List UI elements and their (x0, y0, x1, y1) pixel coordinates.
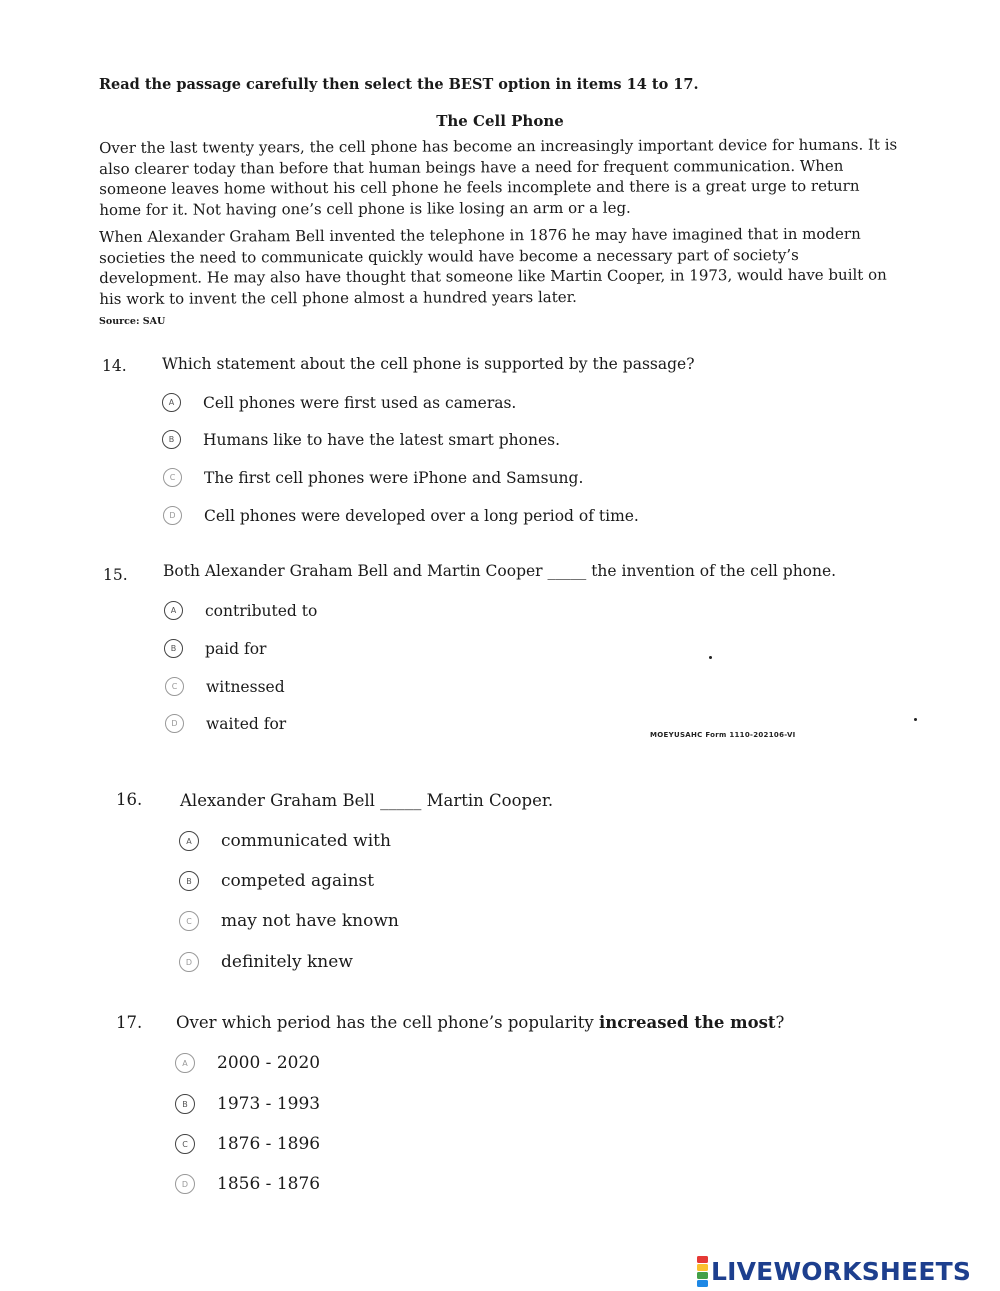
logo-block (697, 1280, 708, 1287)
option-a[interactable] (162, 393, 516, 412)
answer-bubble[interactable]: C (163, 468, 182, 487)
option-b[interactable] (162, 430, 560, 449)
option-text: may not have known (221, 911, 399, 931)
option-text: definitely knew (221, 952, 353, 972)
logo-mark-icon (697, 1256, 708, 1287)
option-text: 2000 - 2020 (217, 1053, 321, 1073)
question-text: Alexander Graham Bell _____ Martin Cooper. (180, 791, 554, 810)
question-text-part: Over which period has the cell phone’s popularity (176, 1013, 599, 1032)
question-text: Both Alexander Graham Bell and Martin Cooper _____ the invention of the cell phone. (163, 562, 837, 580)
option-text: communicated with (221, 831, 391, 851)
option-text: 1973 - 1993 (217, 1094, 321, 1114)
option-c[interactable] (165, 677, 285, 696)
option-b[interactable] (175, 1094, 320, 1114)
option-a[interactable] (175, 1053, 320, 1073)
form-code: MOEYUSAHC Form 1110-202106-VI (650, 731, 796, 739)
answer-bubble[interactable]: B (175, 1094, 195, 1114)
option-d[interactable] (165, 714, 286, 733)
option-text: competed against (221, 871, 375, 891)
option-text: Cell phones were developed over a long period of time. (204, 506, 639, 525)
option-d[interactable] (179, 952, 353, 972)
passage-source: Source: SAU (99, 316, 166, 327)
option-text: 1856 - 1876 (217, 1174, 321, 1194)
question-text-part: ? (775, 1013, 785, 1032)
question-text: Which statement about the cell phone is supported by the passage? (162, 355, 695, 373)
option-c[interactable] (175, 1134, 320, 1154)
option-text: Humans like to have the latest smart phones. (203, 430, 561, 449)
option-b[interactable] (179, 871, 374, 891)
answer-bubble[interactable]: A (175, 1053, 195, 1073)
liveworksheets-logo (697, 1256, 971, 1287)
answer-bubble[interactable]: A (179, 831, 199, 851)
scan-speck (709, 656, 712, 659)
paragraph-text: Over the last twenty years, the cell phone has become an increasingly important device for humans. It is also clearer today than before that human beings have a need for frequent communication. When someone leaves home without his cell phone he feels incomplete and there is a great urge to return home for it. Not having one’s cell phone is like losing an arm or a leg. (99, 135, 898, 219)
answer-bubble[interactable]: A (164, 601, 183, 620)
option-text: The first cell phones were iPhone and Samsung. (204, 468, 584, 487)
option-text: contributed to (205, 601, 318, 620)
scan-speck (914, 718, 917, 721)
option-a[interactable] (164, 601, 317, 620)
logo-block (697, 1256, 708, 1263)
option-text: 1876 - 1896 (217, 1134, 321, 1154)
question-number: 17. (116, 1013, 143, 1032)
answer-bubble[interactable]: B (162, 430, 181, 449)
answer-bubble[interactable]: C (179, 911, 199, 931)
option-c[interactable] (163, 468, 583, 487)
answer-bubble[interactable]: C (165, 677, 184, 696)
option-text: Cell phones were first used as cameras. (203, 393, 517, 412)
passage-paragraph-2 (99, 223, 904, 309)
question-number: 15. (103, 566, 128, 584)
option-text: paid for (205, 639, 267, 658)
option-a[interactable] (179, 831, 391, 851)
answer-bubble[interactable]: B (179, 871, 199, 891)
option-text: waited for (206, 714, 287, 733)
question-text (176, 1013, 784, 1032)
answer-bubble[interactable]: D (175, 1174, 195, 1194)
answer-bubble[interactable]: C (175, 1134, 195, 1154)
answer-bubble[interactable]: D (165, 714, 184, 733)
question-number: 16. (116, 790, 143, 809)
passage-title: The Cell Phone (436, 112, 564, 130)
passage-paragraph-1 (99, 134, 904, 220)
answer-bubble[interactable]: D (179, 952, 199, 972)
logo-block (697, 1272, 708, 1279)
question-emphasis: increased the most (599, 1013, 776, 1032)
logo-block (697, 1264, 708, 1271)
answer-bubble[interactable]: A (162, 393, 181, 412)
option-c[interactable] (179, 911, 399, 931)
option-d[interactable] (175, 1174, 320, 1194)
instructions: Read the passage carefully then select the BEST option in items 14 to 17. (99, 76, 699, 93)
option-b[interactable] (164, 639, 266, 658)
paragraph-text: When Alexander Graham Bell invented the telephone in 1876 he may have imagined that in modern societies the need to communicate quickly would have become a necessary part of society’s development. He may also have thought that someone like Martin Cooper, in 1973, would have built on his work to invent the cell phone almost a hundred years later. (99, 224, 887, 308)
option-text: witnessed (206, 677, 285, 696)
question-number: 14. (102, 357, 127, 375)
option-d[interactable] (163, 506, 639, 525)
answer-bubble[interactable]: D (163, 506, 182, 525)
logo-text: LIVEWORKSHEETS (711, 1257, 972, 1286)
answer-bubble[interactable]: B (164, 639, 183, 658)
